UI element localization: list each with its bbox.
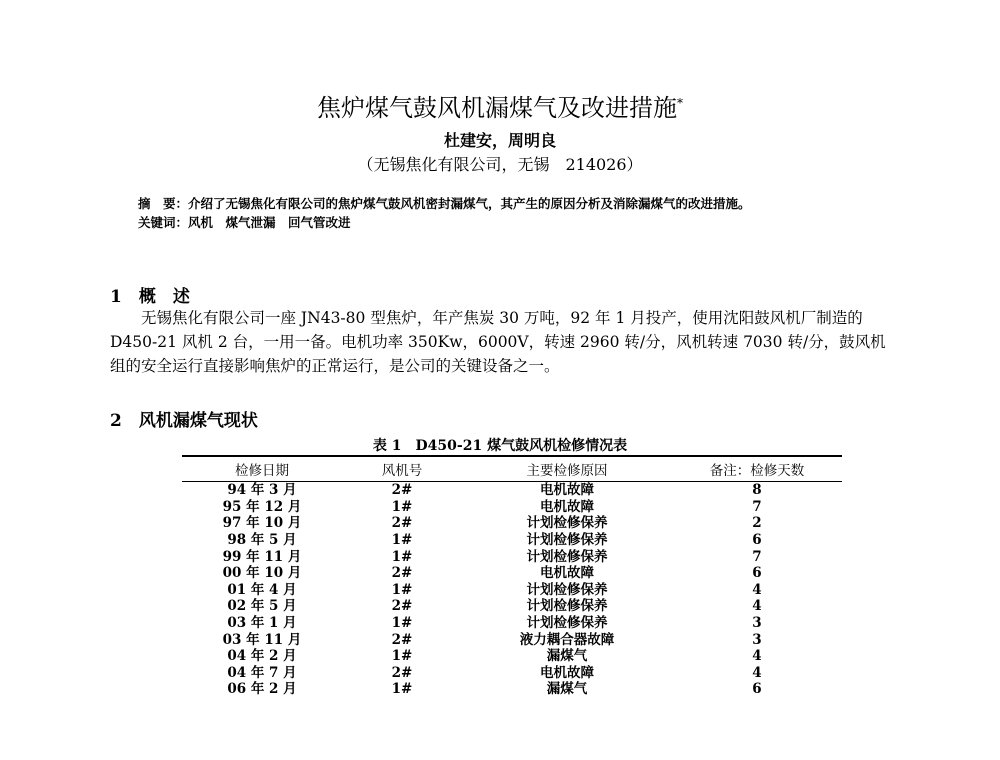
table-row [182,582,842,599]
cell-fan: 2# [391,565,413,582]
cell-fan: 1# [391,581,413,598]
cell-date: 01 年 4 月 [227,581,297,598]
cell-days: 7 [752,548,762,565]
cell-date: 02 年 5 月 [227,598,297,615]
abstract-label: 摘 要： [138,196,189,211]
cell-days: 6 [752,681,762,698]
cell-reason: 漏煤气 [546,681,588,698]
paper-title [0,88,1000,123]
table-caption: 表 1 D450-21 煤气鼓风机检修情况表 [372,438,628,454]
cell-reason: 计划检修保养 [526,515,608,532]
cell-date: 00 年 10 月 [222,565,302,582]
authors: 杜建安，周明良 [443,131,556,150]
cell-days: 8 [752,482,762,499]
section-1-heading: 1 概 述 [110,287,190,307]
cell-date: 04 年 7 月 [227,664,297,681]
cell-reason: 计划检修保养 [526,581,608,598]
cell-date: 99 年 11 月 [222,548,302,565]
cell-days: 6 [752,532,762,549]
cell-fan: 2# [391,598,413,615]
affiliation: （无锡焦化有限公司，无锡 214026） [357,155,643,174]
cell-days: 4 [752,664,762,681]
cell-date: 98 年 5 月 [227,532,297,549]
table-header-row [182,456,842,482]
cell-days: 4 [752,648,762,665]
cell-date: 06 年 2 月 [227,681,297,698]
col-reason-header: 主要检修原因 [462,456,672,482]
table-row [182,565,842,582]
cell-days: 6 [752,565,762,582]
keywords-label: 关键词： [138,215,189,230]
cell-reason: 计划检修保养 [526,598,608,615]
table-row [182,665,842,682]
cell-fan: 2# [391,482,413,499]
abstract-block [138,194,858,232]
cell-date: 04 年 2 月 [227,648,297,665]
cell-fan: 1# [391,532,413,549]
cell-date: 94 年 3 月 [227,482,297,499]
cell-fan: 1# [391,498,413,515]
cell-days: 4 [752,581,762,598]
table-row [182,648,842,665]
cell-reason: 漏煤气 [546,648,588,665]
cell-reason: 电机故障 [540,664,594,681]
cell-fan: 2# [391,664,413,681]
cell-fan: 2# [391,515,413,532]
table-row [182,482,842,499]
cell-fan: 1# [391,615,413,632]
col-date-header: 检修日期 [182,456,342,482]
cell-date: 03 年 11 月 [222,631,302,648]
keywords [138,213,858,232]
cell-fan: 1# [391,681,413,698]
col-fan-header: 风机号 [342,456,462,482]
cell-fan: 1# [391,548,413,565]
cell-reason: 电机故障 [540,482,594,499]
section-2-heading: 2 风机漏煤气现状 [110,411,258,431]
cell-days: 4 [752,598,762,615]
cell-reason: 计划检修保养 [526,548,608,565]
cell-date: 97 年 10 月 [222,515,302,532]
cell-days: 3 [752,615,762,632]
col-days-header: 备注：检修天数 [672,456,842,482]
cell-reason: 电机故障 [540,565,594,582]
cell-days: 2 [752,515,762,532]
table-row [182,548,842,565]
cell-date: 03 年 1 月 [227,615,297,632]
abstract [138,194,858,213]
section-1-body: 无锡焦化有限公司一座 JN43-80 型焦炉，年产焦炭 30 万吨，92 年 1 月投产，使用沈阳鼓风机厂制造的 D450-21 风机 2 台，一用一备。电机功率 350Kw，6000V，转速 2960 转/分，风机转速 7030 转/分，鼓风机组的安全运行直接影响焦炉的正常运行，是公司的关键设备之一。 [110,309,886,375]
table-row [182,515,842,532]
cell-reason: 计划检修保养 [526,615,608,632]
cell-date: 95 年 12 月 [222,498,302,515]
table-row [182,499,842,516]
abstract-text: 介绍了无锡焦化有限公司的焦炉煤气鼓风机密封漏煤气，其产生的原因分析及消除漏煤气的改进措施。 [188,196,751,211]
cell-days: 3 [752,631,762,648]
cell-reason: 计划检修保养 [526,532,608,549]
cell-fan: 1# [391,648,413,665]
title-footnote-mark: * [677,96,683,110]
cell-reason: 液力耦合器故障 [519,631,615,648]
table-row [182,598,842,615]
cell-fan: 2# [391,631,413,648]
keywords-text: 风机 煤气泄漏 回气管改进 [188,215,351,230]
cell-reason: 电机故障 [540,498,594,515]
title-text: 焦炉煤气鼓风机漏煤气及改进措施 [317,94,677,122]
table-row [182,681,842,698]
cell-days: 7 [752,498,762,515]
table-row [182,615,842,632]
maintenance-table [182,455,842,698]
table-row [182,532,842,549]
table-row [182,631,842,648]
